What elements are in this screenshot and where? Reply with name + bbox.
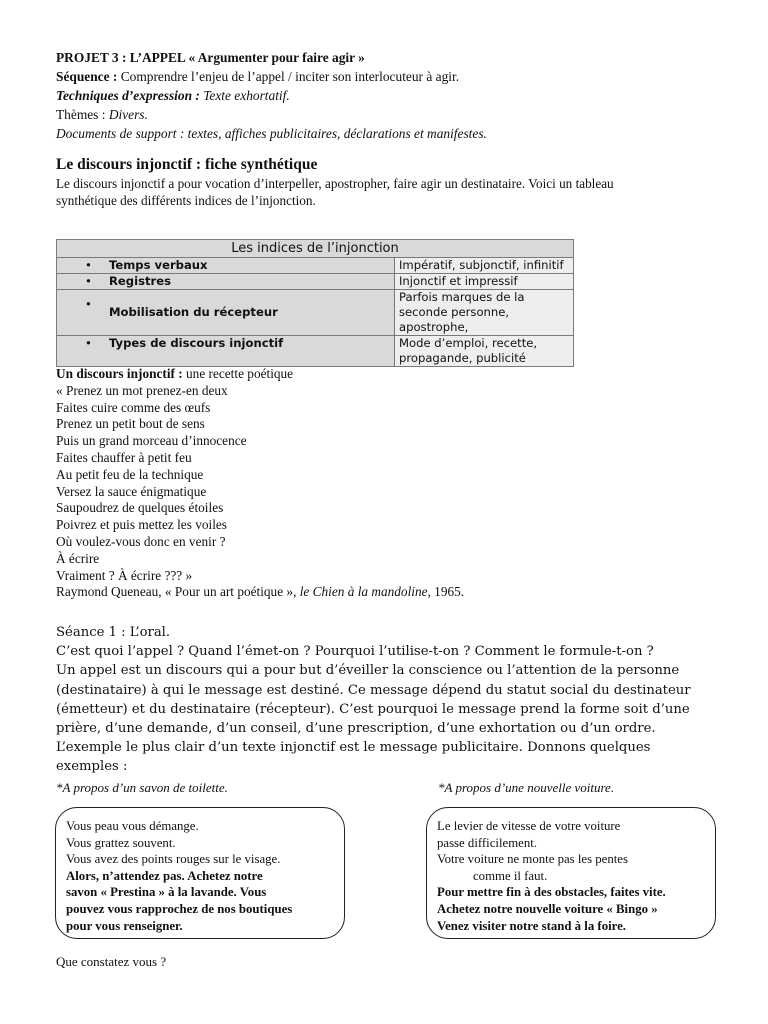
question-text: Que constatez vous ? <box>56 954 167 969</box>
bullet-icon: • <box>85 336 92 350</box>
soap-ad-box <box>55 807 345 939</box>
poem-line: Où voulez-vous donc en venir ? <box>56 533 226 549</box>
right-example-heading: *A propos d’une nouvelle voiture. <box>438 780 615 795</box>
row-value: Parfois marques de la seconde personne, apostrophe, <box>395 290 574 336</box>
ad-line: comme il faut. <box>473 868 548 883</box>
fiche-intro-1: Le discours injonctif a pour vocation d’interpeller, apostropher, faire agir un destinataire. Voici un tableau <box>56 176 614 191</box>
techniques-text: Texte exhortatif. <box>199 88 290 103</box>
sequence-text: Comprendre l’enjeu de l’appel / inciter son interlocuteur à agir. <box>117 69 460 84</box>
row-value: Injonctif et impressif <box>395 274 574 290</box>
seance-section <box>56 623 716 777</box>
bullet-icon: • <box>85 297 92 311</box>
seance-line: (destinataire) à qui le message est destiné. Ce message dépend du statut social du destinateur <box>56 682 691 698</box>
seance-line: Un appel est un discours qui a pour but d’éveiller la conscience ou l’attention de la personne <box>56 663 680 679</box>
poem-line: Faites chauffer à petit feu <box>56 449 192 465</box>
fiche-intro-2: synthétique des différents indices de l’injonction. <box>56 193 316 208</box>
poem-source-author: Raymond Queneau, « Pour un art poétique », <box>56 584 300 600</box>
row-key: Types de discours injonctif <box>109 336 284 350</box>
bullet-icon: • <box>85 274 92 288</box>
poem-section <box>56 366 716 601</box>
sequence-line <box>56 67 716 86</box>
seance-line: C’est quoi l’appel ? Quand l’émet-on ? Pourquoi l’utilise-t-on ? Comment le formule-t-on ? <box>56 644 654 660</box>
ad-line: Le levier de vitesse de votre voiture <box>437 819 621 833</box>
poem-line: Versez la sauce énigmatique <box>56 483 207 499</box>
ad-line-bold: pouvez vous rapprochez de nos boutiques <box>66 901 293 916</box>
fiche-title: Le discours injonctif : fiche synthétique <box>56 156 318 173</box>
poem-line: Au petit feu de la technique <box>56 466 204 482</box>
ad-line-bold: Pour mettre fin à des obstacles, faites vite. <box>437 885 666 900</box>
ad-line: Vous avez des points rouges sur le visage. <box>66 852 281 867</box>
ad-line: Votre voiture ne monte pas les pentes <box>437 852 628 867</box>
poem-line: « Prenez un mot prenez-en deux <box>56 382 228 398</box>
poem-line: Vraiment ? À écrire ??? » <box>56 567 193 583</box>
left-example-heading: *A propos d’un savon de toilette. <box>56 780 228 795</box>
seance-line: exemples : <box>56 759 128 775</box>
themes-label: Thèmes : <box>56 107 109 122</box>
table-row <box>57 274 574 290</box>
seance-title: Séance 1 : L’oral. <box>56 625 171 640</box>
ad-line: Vous peau vous démange. <box>66 819 199 833</box>
row-value: Mode d’emploi, recette, propagande, publicité <box>395 336 574 367</box>
row-key: Mobilisation du récepteur <box>109 305 278 319</box>
ad-line: Vous grattez souvent. <box>66 835 176 850</box>
seance-line: prière, d’une demande, d’un conseil, d’une prescription, d’une exhortation ou d’un ordre. <box>56 721 656 737</box>
themes-line <box>56 105 716 124</box>
techniques-line <box>56 86 716 105</box>
indices-table <box>56 239 574 367</box>
table-row <box>57 336 574 367</box>
seance-line: (émetteur) et du destinataire (récepteur). C’est pourquoi le message prend la forme soit d’une <box>56 701 690 717</box>
poem-source-book: le Chien à la mandoline, <box>299 584 431 600</box>
ad-line-bold: Achetez notre nouvelle voiture « Bingo » <box>437 901 658 916</box>
poem-line: À écrire <box>56 550 100 566</box>
documents-line: Documents de support : textes, affiches publicitaires, déclarations et manifestes. <box>56 126 487 141</box>
poem-label-rest: une recette poétique <box>182 366 294 381</box>
poem-heading <box>56 366 716 383</box>
document-header <box>56 48 716 209</box>
table-title: Les indices de l’injonction <box>57 240 574 258</box>
poem-line: Prenez un petit bout de sens <box>56 416 205 432</box>
ad-line-bold: Alors, n’attendez pas. Achetez notre <box>66 868 263 883</box>
row-key: Temps verbaux <box>109 258 208 272</box>
table-row <box>57 290 574 336</box>
ad-line-bold: savon « Prestina » à la lavande. Vous <box>66 885 267 900</box>
ad-line-bold: Venez visiter notre stand à la foire. <box>437 918 626 933</box>
poem-source-year: 1965. <box>430 584 465 600</box>
sequence-label: Séquence : <box>56 69 118 84</box>
projet-title: PROJET 3 : L’APPEL « Argumenter pour faire agir » <box>56 50 365 65</box>
ad-line: passe difficilement. <box>437 835 537 850</box>
poem-label: Un discours injonctif : <box>56 366 183 381</box>
table-row <box>57 258 574 274</box>
poem-line: Poivrez et puis mettez les voiles <box>56 517 227 533</box>
poem-line: Faites cuire comme des œufs <box>56 399 211 415</box>
row-key: Registres <box>109 274 171 288</box>
poem-line: Saupoudrez de quelques étoiles <box>56 500 224 516</box>
poem-source <box>56 584 716 601</box>
ad-line-bold: pour vous renseigner. <box>66 918 183 933</box>
poem-line: Puis un grand morceau d’innocence <box>56 433 247 449</box>
car-ad-box <box>426 807 716 939</box>
row-value: Impératif, subjonctif, infinitif <box>395 258 574 274</box>
bullet-icon: • <box>85 258 92 272</box>
themes-text: Divers. <box>108 107 148 122</box>
seance-line: L’exemple le plus clair d’un texte injonctif est le message publicitaire. Donnons quelques <box>56 740 651 756</box>
techniques-label: Techniques d’expression : <box>56 88 200 103</box>
